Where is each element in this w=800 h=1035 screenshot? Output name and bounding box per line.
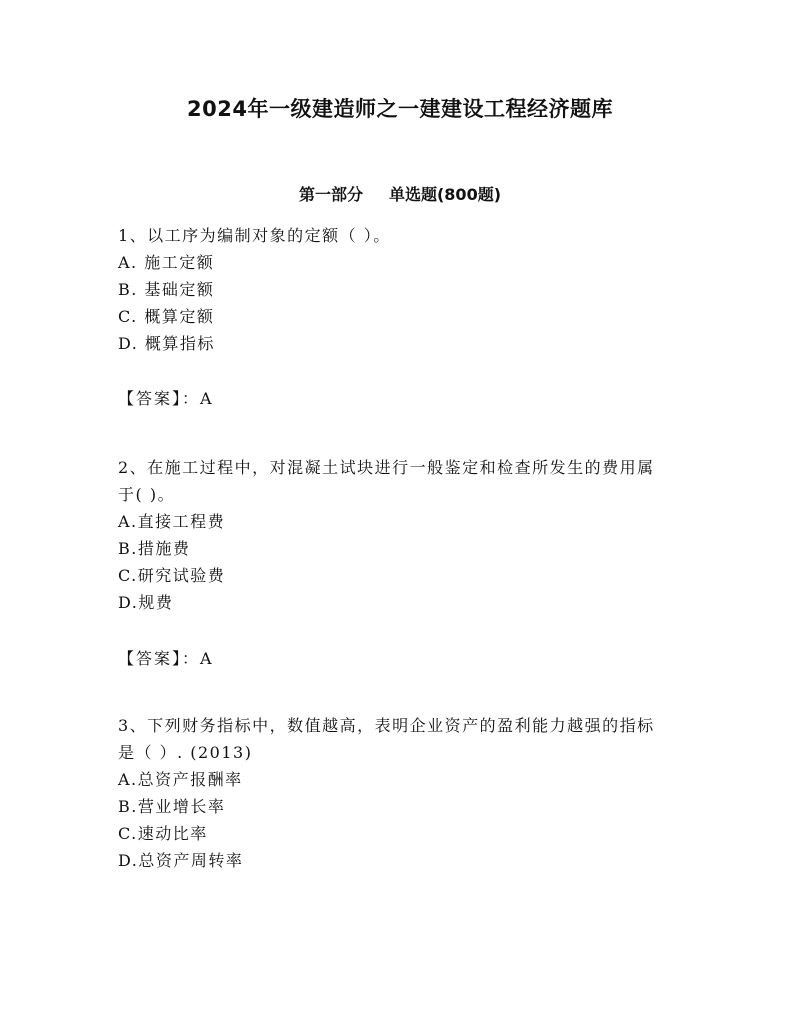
question-1: [118, 222, 688, 357]
section-part: 第一部分: [298, 185, 363, 204]
option-a: A.总资产报酬率: [118, 770, 243, 789]
option-a: A. 施工定额: [118, 253, 215, 272]
option-a: A.直接工程费: [118, 512, 226, 531]
question-stem: 2、在施工过程中，对混凝土试块进行一般鉴定和检查所发生的费用属: [118, 458, 655, 477]
option-b: B.营业增长率: [118, 797, 226, 816]
question-stem-continued: 于( )。: [118, 485, 176, 504]
question-stem: 3、下列财务指标中，数值越高，表明企业资产的盈利能力越强的指标: [118, 716, 655, 735]
option-d: D.总资产周转率: [118, 851, 244, 870]
answer-label: 【答案】：: [118, 389, 201, 408]
document-title: 2024年一级建造师之一建建设工程经济题库: [187, 97, 613, 121]
question-2: [118, 454, 688, 616]
option-c: C. 概算定额: [118, 307, 215, 326]
answer-value: A: [200, 649, 213, 668]
question-stem-continued: 是（ ）. (2013): [118, 743, 253, 762]
answer-label: 【答案】：: [118, 649, 201, 668]
question-3: [118, 712, 688, 874]
option-b: B. 基础定额: [118, 280, 215, 299]
option-d: D.规费: [118, 593, 174, 612]
section-type: 单选题(800题): [388, 185, 502, 204]
option-c: C.研究试验费: [118, 566, 226, 585]
answer-value: A: [200, 389, 213, 408]
option-b: B.措施费: [118, 539, 191, 558]
option-d: D. 概算指标: [118, 334, 215, 353]
answer-2: [118, 645, 688, 672]
option-c: C.速动比率: [118, 824, 208, 843]
answer-1: [118, 385, 688, 412]
section-heading: [0, 181, 800, 209]
question-stem: 1、以工序为编制对象的定额（ ）。: [118, 226, 391, 245]
